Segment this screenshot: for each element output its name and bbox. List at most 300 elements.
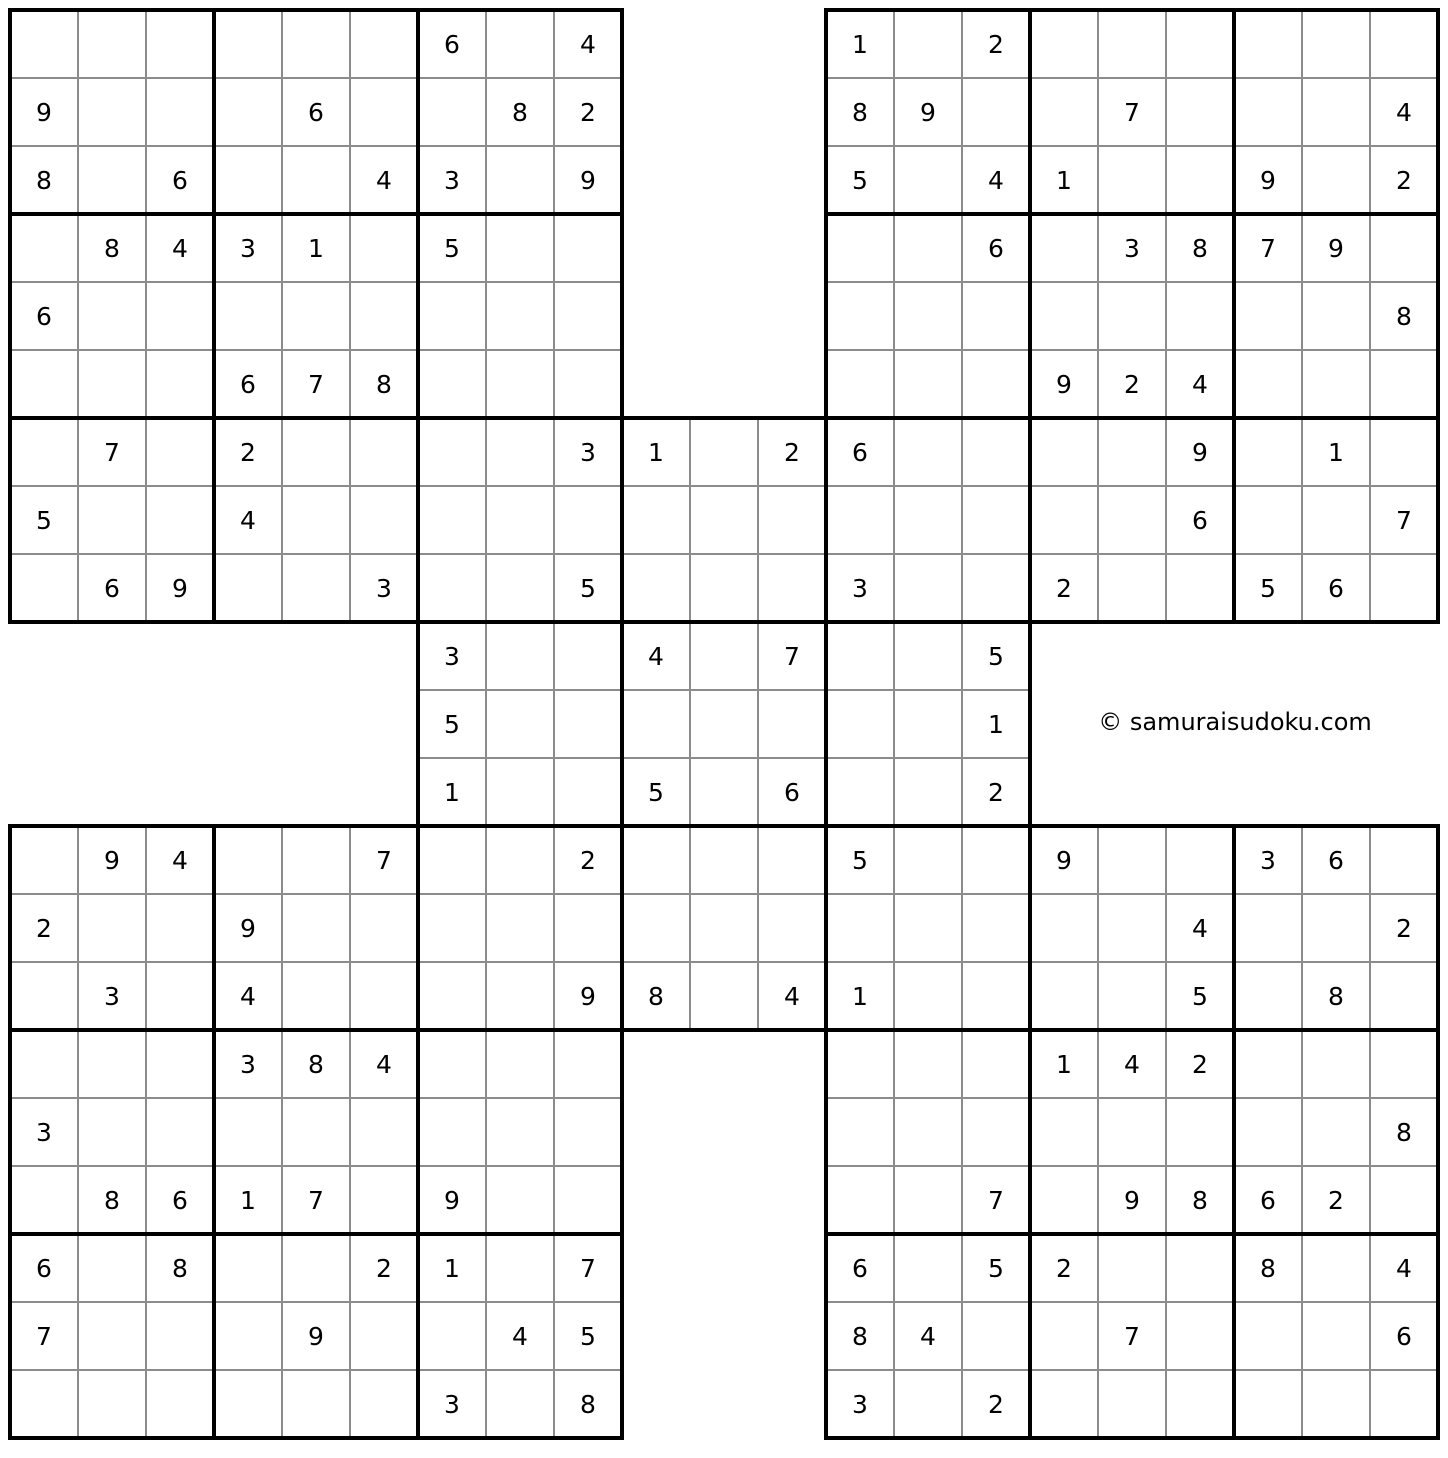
sudoku-cell[interactable] bbox=[554, 758, 622, 826]
sudoku-cell[interactable] bbox=[554, 486, 622, 554]
given-digit: 8 bbox=[172, 1254, 188, 1283]
given-digit: 8 bbox=[1396, 302, 1412, 331]
sudoku-cell[interactable] bbox=[282, 418, 350, 486]
sudoku-cell[interactable] bbox=[1030, 78, 1098, 146]
given-digit: 5 bbox=[580, 574, 596, 603]
sudoku-cell[interactable] bbox=[214, 554, 282, 622]
sudoku-cell[interactable] bbox=[1234, 1302, 1302, 1370]
sudoku-cell[interactable] bbox=[690, 962, 758, 1030]
given-digit: 3 bbox=[240, 1050, 256, 1079]
sudoku-cell[interactable] bbox=[1234, 1030, 1302, 1098]
sudoku-cell[interactable] bbox=[418, 826, 486, 894]
given-digit: 9 bbox=[1192, 438, 1208, 467]
sudoku-cell[interactable] bbox=[10, 1166, 78, 1234]
sudoku-cell[interactable] bbox=[1302, 1302, 1370, 1370]
sudoku-cell[interactable] bbox=[1030, 10, 1098, 78]
sudoku-cell[interactable] bbox=[350, 214, 418, 282]
given-digit: 4 bbox=[580, 30, 596, 59]
sudoku-cell[interactable] bbox=[78, 1030, 146, 1098]
sudoku-cell[interactable] bbox=[10, 1370, 78, 1438]
sudoku-cell[interactable] bbox=[10, 350, 78, 418]
sudoku-cell[interactable] bbox=[962, 1302, 1030, 1370]
given-digit: 8 bbox=[1192, 234, 1208, 263]
sudoku-cell[interactable] bbox=[962, 554, 1030, 622]
sudoku-cell[interactable] bbox=[826, 690, 894, 758]
sudoku-cell[interactable] bbox=[826, 1166, 894, 1234]
sudoku-cell[interactable] bbox=[146, 962, 214, 1030]
sudoku-cell[interactable] bbox=[1166, 826, 1234, 894]
sudoku-cell[interactable] bbox=[146, 282, 214, 350]
sudoku-cell[interactable] bbox=[894, 758, 962, 826]
sudoku-cell[interactable] bbox=[1030, 1166, 1098, 1234]
sudoku-cell[interactable] bbox=[1302, 350, 1370, 418]
sudoku-cell[interactable] bbox=[78, 78, 146, 146]
sudoku-cell[interactable] bbox=[486, 1234, 554, 1302]
sudoku-cell[interactable] bbox=[486, 894, 554, 962]
sudoku-cell[interactable] bbox=[282, 1234, 350, 1302]
sudoku-cell[interactable] bbox=[1370, 214, 1438, 282]
given-digit: 4 bbox=[376, 1050, 392, 1079]
sudoku-cell[interactable] bbox=[1302, 146, 1370, 214]
sudoku-cell[interactable] bbox=[350, 418, 418, 486]
sudoku-cell[interactable] bbox=[146, 1098, 214, 1166]
sudoku-cell[interactable] bbox=[690, 758, 758, 826]
sudoku-cell[interactable] bbox=[826, 894, 894, 962]
given-digit: 8 bbox=[1328, 982, 1344, 1011]
given-digit: 4 bbox=[988, 166, 1004, 195]
sudoku-cell[interactable] bbox=[894, 10, 962, 78]
sudoku-cell[interactable] bbox=[350, 1370, 418, 1438]
sudoku-cell[interactable] bbox=[1030, 1098, 1098, 1166]
sudoku-cell[interactable] bbox=[1234, 418, 1302, 486]
sudoku-cell[interactable] bbox=[894, 1166, 962, 1234]
given-digit: 2 bbox=[1124, 370, 1140, 399]
sudoku-cell[interactable] bbox=[486, 1166, 554, 1234]
sudoku-cell[interactable] bbox=[554, 1098, 622, 1166]
sudoku-cell[interactable] bbox=[486, 622, 554, 690]
sudoku-cell[interactable] bbox=[1030, 1370, 1098, 1438]
sudoku-cell[interactable] bbox=[1234, 486, 1302, 554]
sudoku-cell[interactable] bbox=[1030, 214, 1098, 282]
sudoku-cell[interactable] bbox=[1302, 78, 1370, 146]
sudoku-cell[interactable] bbox=[826, 622, 894, 690]
sudoku-cell[interactable] bbox=[690, 622, 758, 690]
sudoku-cell[interactable] bbox=[758, 486, 826, 554]
sudoku-cell[interactable] bbox=[282, 486, 350, 554]
sudoku-cell[interactable] bbox=[350, 78, 418, 146]
given-digit: 3 bbox=[36, 1118, 52, 1147]
sudoku-cell[interactable] bbox=[1370, 1166, 1438, 1234]
sudoku-cell[interactable] bbox=[486, 10, 554, 78]
sudoku-cell[interactable] bbox=[1302, 1370, 1370, 1438]
sudoku-cell[interactable] bbox=[10, 826, 78, 894]
sudoku-cell[interactable] bbox=[1098, 486, 1166, 554]
sudoku-cell[interactable] bbox=[282, 282, 350, 350]
sudoku-cell[interactable] bbox=[282, 1098, 350, 1166]
sudoku-cell[interactable] bbox=[78, 1302, 146, 1370]
sudoku-cell[interactable] bbox=[1098, 894, 1166, 962]
sudoku-cell[interactable] bbox=[10, 10, 78, 78]
sudoku-cell[interactable] bbox=[146, 894, 214, 962]
sudoku-cell[interactable] bbox=[10, 554, 78, 622]
sudoku-cell[interactable] bbox=[554, 690, 622, 758]
given-digit: 3 bbox=[852, 574, 868, 603]
sudoku-cell[interactable] bbox=[1098, 1234, 1166, 1302]
sudoku-cell[interactable] bbox=[486, 418, 554, 486]
sudoku-cell[interactable] bbox=[146, 78, 214, 146]
given-digit: 6 bbox=[308, 98, 324, 127]
sudoku-cell[interactable] bbox=[1166, 1234, 1234, 1302]
sudoku-cell[interactable] bbox=[486, 826, 554, 894]
sudoku-cell[interactable] bbox=[146, 1370, 214, 1438]
sudoku-cell[interactable] bbox=[1302, 1234, 1370, 1302]
sudoku-cell[interactable] bbox=[214, 10, 282, 78]
sudoku-cell[interactable] bbox=[826, 486, 894, 554]
sudoku-cell[interactable] bbox=[282, 962, 350, 1030]
sudoku-cell[interactable] bbox=[1098, 282, 1166, 350]
sudoku-cell[interactable] bbox=[1234, 350, 1302, 418]
sudoku-cell[interactable] bbox=[486, 758, 554, 826]
given-digit: 6 bbox=[36, 1254, 52, 1283]
sudoku-cell[interactable] bbox=[10, 214, 78, 282]
sudoku-cell[interactable] bbox=[146, 350, 214, 418]
given-digit: 5 bbox=[988, 642, 1004, 671]
given-digit: 8 bbox=[1192, 1186, 1208, 1215]
given-digit: 5 bbox=[580, 1322, 596, 1351]
given-digit: 9 bbox=[444, 1186, 460, 1215]
sudoku-cell[interactable] bbox=[418, 282, 486, 350]
sudoku-cell[interactable] bbox=[826, 1030, 894, 1098]
sudoku-cell[interactable] bbox=[1098, 962, 1166, 1030]
given-digit: 6 bbox=[1396, 1322, 1412, 1351]
sudoku-cell[interactable] bbox=[350, 1166, 418, 1234]
sudoku-cell[interactable] bbox=[894, 962, 962, 1030]
sudoku-cell[interactable] bbox=[690, 690, 758, 758]
sudoku-cell[interactable] bbox=[418, 350, 486, 418]
sudoku-cell[interactable] bbox=[1302, 894, 1370, 962]
sudoku-cell[interactable] bbox=[486, 1030, 554, 1098]
sudoku-cell[interactable] bbox=[418, 1302, 486, 1370]
sudoku-cell[interactable] bbox=[1302, 10, 1370, 78]
sudoku-cell[interactable] bbox=[894, 282, 962, 350]
sudoku-cell[interactable] bbox=[486, 690, 554, 758]
given-digit: 4 bbox=[172, 846, 188, 875]
sudoku-cell[interactable] bbox=[1030, 418, 1098, 486]
given-digit: 9 bbox=[240, 914, 256, 943]
given-digit: 6 bbox=[1192, 506, 1208, 535]
sudoku-cell[interactable] bbox=[78, 146, 146, 214]
sudoku-cell[interactable] bbox=[1370, 350, 1438, 418]
sudoku-cell[interactable] bbox=[894, 826, 962, 894]
given-digit: 2 bbox=[376, 1254, 392, 1283]
sudoku-cell[interactable] bbox=[962, 962, 1030, 1030]
given-digit: 8 bbox=[376, 370, 392, 399]
sudoku-cell[interactable] bbox=[894, 894, 962, 962]
sudoku-cell[interactable] bbox=[1098, 146, 1166, 214]
sudoku-cell[interactable] bbox=[894, 486, 962, 554]
sudoku-cell[interactable] bbox=[554, 214, 622, 282]
given-digit: 1 bbox=[648, 438, 664, 467]
given-digit: 7 bbox=[1124, 1322, 1140, 1351]
sudoku-cell[interactable] bbox=[894, 146, 962, 214]
sudoku-cell[interactable] bbox=[622, 894, 690, 962]
sudoku-cell[interactable] bbox=[486, 962, 554, 1030]
sudoku-cell[interactable] bbox=[214, 826, 282, 894]
sudoku-cell[interactable] bbox=[418, 418, 486, 486]
sudoku-cell[interactable] bbox=[1166, 1098, 1234, 1166]
given-digit: 6 bbox=[852, 438, 868, 467]
sudoku-cell[interactable] bbox=[690, 894, 758, 962]
sudoku-cell[interactable] bbox=[214, 1302, 282, 1370]
sudoku-cell[interactable] bbox=[690, 486, 758, 554]
given-digit: 7 bbox=[308, 370, 324, 399]
sudoku-cell[interactable] bbox=[1234, 10, 1302, 78]
given-digit: 1 bbox=[308, 234, 324, 263]
sudoku-cell[interactable] bbox=[78, 282, 146, 350]
sudoku-cell[interactable] bbox=[554, 1030, 622, 1098]
sudoku-cell[interactable] bbox=[214, 146, 282, 214]
sudoku-cell[interactable] bbox=[1098, 10, 1166, 78]
sudoku-cell[interactable] bbox=[962, 78, 1030, 146]
given-digit: 9 bbox=[308, 1322, 324, 1351]
sudoku-cell[interactable] bbox=[486, 350, 554, 418]
sudoku-cell[interactable] bbox=[894, 1098, 962, 1166]
sudoku-cell[interactable] bbox=[1098, 826, 1166, 894]
sudoku-cell[interactable] bbox=[214, 78, 282, 146]
sudoku-cell[interactable] bbox=[1370, 962, 1438, 1030]
given-digit: 3 bbox=[580, 438, 596, 467]
given-digit: 2 bbox=[580, 846, 596, 875]
sudoku-cell[interactable] bbox=[758, 826, 826, 894]
sudoku-cell[interactable] bbox=[1166, 554, 1234, 622]
given-digit: 7 bbox=[580, 1254, 596, 1283]
sudoku-cell[interactable] bbox=[1370, 826, 1438, 894]
given-digit: 4 bbox=[240, 506, 256, 535]
sudoku-cell[interactable] bbox=[894, 554, 962, 622]
sudoku-cell[interactable] bbox=[826, 214, 894, 282]
sudoku-cell[interactable] bbox=[350, 486, 418, 554]
sudoku-cell[interactable] bbox=[894, 1370, 962, 1438]
given-digit: 5 bbox=[444, 710, 460, 739]
sudoku-cell[interactable] bbox=[554, 282, 622, 350]
given-digit: 8 bbox=[648, 982, 664, 1011]
sudoku-cell[interactable] bbox=[962, 418, 1030, 486]
sudoku-cell[interactable] bbox=[146, 1030, 214, 1098]
sudoku-cell[interactable] bbox=[1166, 1370, 1234, 1438]
sudoku-cell[interactable] bbox=[962, 1030, 1030, 1098]
sudoku-cell[interactable] bbox=[826, 1098, 894, 1166]
sudoku-cell[interactable] bbox=[894, 214, 962, 282]
given-digit: 9 bbox=[172, 574, 188, 603]
sudoku-cell[interactable] bbox=[486, 1370, 554, 1438]
given-digit: 9 bbox=[1260, 166, 1276, 195]
sudoku-cell[interactable] bbox=[282, 826, 350, 894]
sudoku-cell[interactable] bbox=[350, 10, 418, 78]
sudoku-cell[interactable] bbox=[1370, 1370, 1438, 1438]
sudoku-cell[interactable] bbox=[962, 826, 1030, 894]
sudoku-cell[interactable] bbox=[1234, 78, 1302, 146]
sudoku-cell[interactable] bbox=[1030, 1302, 1098, 1370]
given-digit: 8 bbox=[104, 234, 120, 263]
sudoku-cell[interactable] bbox=[418, 962, 486, 1030]
sudoku-cell[interactable] bbox=[282, 554, 350, 622]
sudoku-cell[interactable] bbox=[78, 1234, 146, 1302]
sudoku-cell[interactable] bbox=[1234, 1370, 1302, 1438]
sudoku-cell[interactable] bbox=[418, 554, 486, 622]
given-digit: 7 bbox=[988, 1186, 1004, 1215]
sudoku-cell[interactable] bbox=[350, 1302, 418, 1370]
sudoku-cell[interactable] bbox=[282, 1370, 350, 1438]
sudoku-cell[interactable] bbox=[1302, 282, 1370, 350]
given-digit: 7 bbox=[36, 1322, 52, 1351]
given-digit: 3 bbox=[1260, 846, 1276, 875]
given-digit: 8 bbox=[852, 1322, 868, 1351]
sudoku-cell[interactable] bbox=[146, 1302, 214, 1370]
sudoku-cell[interactable] bbox=[10, 1030, 78, 1098]
sudoku-cell[interactable] bbox=[622, 554, 690, 622]
given-digit: 9 bbox=[580, 982, 596, 1011]
given-digit: 7 bbox=[784, 642, 800, 671]
given-digit: 3 bbox=[444, 166, 460, 195]
sudoku-cell[interactable] bbox=[1030, 486, 1098, 554]
sudoku-cell[interactable] bbox=[418, 486, 486, 554]
sudoku-cell[interactable] bbox=[826, 758, 894, 826]
sudoku-cell[interactable] bbox=[418, 78, 486, 146]
sudoku-cell[interactable] bbox=[758, 690, 826, 758]
sudoku-cell[interactable] bbox=[826, 350, 894, 418]
sudoku-cell[interactable] bbox=[78, 1098, 146, 1166]
sudoku-cell[interactable] bbox=[1370, 1030, 1438, 1098]
sudoku-cell[interactable] bbox=[758, 554, 826, 622]
sudoku-cell[interactable] bbox=[1166, 10, 1234, 78]
sudoku-cell[interactable] bbox=[214, 1370, 282, 1438]
given-digit: 1 bbox=[852, 30, 868, 59]
sudoku-cell[interactable] bbox=[894, 418, 962, 486]
sudoku-cell[interactable] bbox=[1370, 418, 1438, 486]
sudoku-cell[interactable] bbox=[894, 622, 962, 690]
sudoku-cell[interactable] bbox=[214, 1098, 282, 1166]
sudoku-cell[interactable] bbox=[1370, 554, 1438, 622]
sudoku-cell[interactable] bbox=[10, 962, 78, 1030]
sudoku-cell[interactable] bbox=[1030, 282, 1098, 350]
sudoku-cell[interactable] bbox=[78, 350, 146, 418]
sudoku-cell[interactable] bbox=[214, 1234, 282, 1302]
sudoku-cell[interactable] bbox=[214, 282, 282, 350]
given-digit: 3 bbox=[240, 234, 256, 263]
sudoku-cell[interactable] bbox=[962, 486, 1030, 554]
sudoku-cell[interactable] bbox=[826, 282, 894, 350]
sudoku-cell[interactable] bbox=[486, 146, 554, 214]
sudoku-cell[interactable] bbox=[1302, 1098, 1370, 1166]
given-digit: 7 bbox=[1396, 506, 1412, 535]
sudoku-cell[interactable] bbox=[554, 622, 622, 690]
given-digit: 8 bbox=[1260, 1254, 1276, 1283]
given-digit: 2 bbox=[1396, 914, 1412, 943]
sudoku-cell[interactable] bbox=[1030, 962, 1098, 1030]
sudoku-cell[interactable] bbox=[282, 894, 350, 962]
sudoku-cell[interactable] bbox=[78, 10, 146, 78]
sudoku-cell[interactable] bbox=[1098, 1370, 1166, 1438]
sudoku-cell[interactable] bbox=[1166, 1302, 1234, 1370]
given-digit: 3 bbox=[104, 982, 120, 1011]
sudoku-cell[interactable] bbox=[10, 418, 78, 486]
given-digit: 5 bbox=[1192, 982, 1208, 1011]
given-digit: 9 bbox=[920, 98, 936, 127]
sudoku-cell[interactable] bbox=[962, 282, 1030, 350]
sudoku-cell[interactable] bbox=[78, 1370, 146, 1438]
sudoku-cell[interactable] bbox=[350, 1098, 418, 1166]
sudoku-cell[interactable] bbox=[1098, 1098, 1166, 1166]
sudoku-cell[interactable] bbox=[1302, 486, 1370, 554]
sudoku-cell[interactable] bbox=[1030, 894, 1098, 962]
sudoku-cell[interactable] bbox=[418, 894, 486, 962]
sudoku-cell[interactable] bbox=[1166, 282, 1234, 350]
sudoku-cell[interactable] bbox=[690, 826, 758, 894]
sudoku-cell[interactable] bbox=[894, 1234, 962, 1302]
sudoku-cell[interactable] bbox=[146, 10, 214, 78]
given-digit: 3 bbox=[444, 642, 460, 671]
sudoku-cell[interactable] bbox=[894, 690, 962, 758]
sudoku-cell[interactable] bbox=[1098, 554, 1166, 622]
sudoku-cell[interactable] bbox=[486, 214, 554, 282]
sudoku-cell[interactable] bbox=[962, 1098, 1030, 1166]
sudoku-cell[interactable] bbox=[622, 486, 690, 554]
sudoku-cell[interactable] bbox=[1166, 146, 1234, 214]
sudoku-cell[interactable] bbox=[1370, 10, 1438, 78]
sudoku-cell[interactable] bbox=[894, 1030, 962, 1098]
sudoku-cell[interactable] bbox=[78, 894, 146, 962]
sudoku-cell[interactable] bbox=[486, 554, 554, 622]
sudoku-cell[interactable] bbox=[962, 894, 1030, 962]
sudoku-cell[interactable] bbox=[1234, 282, 1302, 350]
sudoku-cell[interactable] bbox=[486, 486, 554, 554]
sudoku-cell[interactable] bbox=[350, 894, 418, 962]
sudoku-cell[interactable] bbox=[690, 418, 758, 486]
given-digit: 6 bbox=[852, 1254, 868, 1283]
given-digit: 9 bbox=[580, 166, 596, 195]
sudoku-cell[interactable] bbox=[894, 350, 962, 418]
sudoku-cell[interactable] bbox=[622, 826, 690, 894]
sudoku-cell[interactable] bbox=[350, 962, 418, 1030]
sudoku-cell[interactable] bbox=[1234, 1098, 1302, 1166]
sudoku-cell[interactable] bbox=[282, 10, 350, 78]
sudoku-cell[interactable] bbox=[1098, 418, 1166, 486]
sudoku-cell[interactable] bbox=[554, 350, 622, 418]
sudoku-cell[interactable] bbox=[146, 418, 214, 486]
sudoku-cell[interactable] bbox=[1302, 1030, 1370, 1098]
sudoku-cell[interactable] bbox=[486, 282, 554, 350]
sudoku-cell[interactable] bbox=[622, 690, 690, 758]
sudoku-cell[interactable] bbox=[1234, 962, 1302, 1030]
sudoku-cell[interactable] bbox=[690, 554, 758, 622]
sudoku-cell[interactable] bbox=[758, 894, 826, 962]
sudoku-cell[interactable] bbox=[282, 146, 350, 214]
sudoku-cell[interactable] bbox=[1166, 78, 1234, 146]
sudoku-cell[interactable] bbox=[554, 894, 622, 962]
sudoku-cell[interactable] bbox=[418, 1030, 486, 1098]
given-digit: 1 bbox=[444, 1254, 460, 1283]
sudoku-cell[interactable] bbox=[486, 1098, 554, 1166]
sudoku-cell[interactable] bbox=[554, 1166, 622, 1234]
given-digit: 2 bbox=[580, 98, 596, 127]
sudoku-cell[interactable] bbox=[1234, 894, 1302, 962]
sudoku-cell[interactable] bbox=[962, 350, 1030, 418]
sudoku-cell[interactable] bbox=[146, 486, 214, 554]
sudoku-cell[interactable] bbox=[418, 1098, 486, 1166]
sudoku-cell[interactable] bbox=[78, 486, 146, 554]
sudoku-cell[interactable] bbox=[350, 282, 418, 350]
given-digit: 2 bbox=[240, 438, 256, 467]
